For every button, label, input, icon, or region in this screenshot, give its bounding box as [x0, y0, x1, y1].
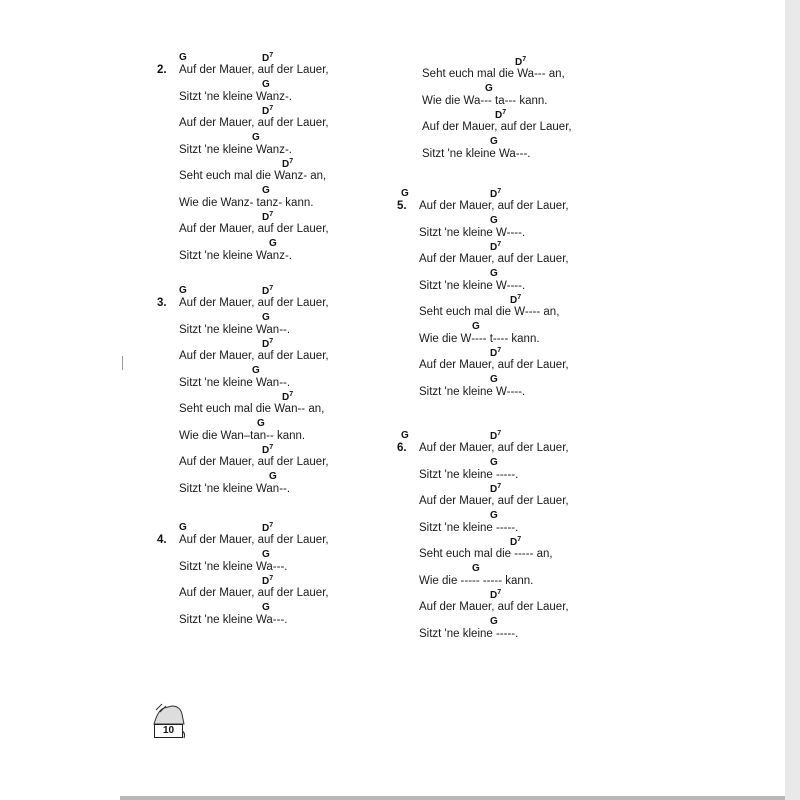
lyric-text: Auf der Mauer, auf der Lauer,	[179, 297, 329, 309]
chord-d7	[282, 158, 293, 170]
lyric-text: Sitzt 'ne kleine Wanz-.	[179, 90, 292, 103]
chord-g	[490, 457, 498, 468]
chord-extension: 7	[269, 444, 274, 451]
chord-g	[472, 563, 480, 574]
chord-name: G	[490, 373, 498, 385]
chord-d7	[490, 241, 501, 253]
chord-name: D	[262, 286, 270, 297]
chord-name: G	[490, 214, 498, 226]
lyric-text: Sitzt 'ne kleine W----.	[419, 279, 526, 292]
lyric-text: Sitzt 'ne kleine -----.	[419, 627, 519, 640]
chord-name: G	[490, 456, 498, 468]
chord-g	[490, 510, 498, 521]
chord-d7	[515, 56, 526, 68]
lyric-text: Auf der Mauer, auf der Lauer,	[179, 223, 329, 235]
chord-extension: 7	[517, 536, 522, 543]
chord-name: G	[490, 135, 498, 147]
chord-g	[262, 549, 270, 560]
lyric-text: Auf der Mauer, auf der Lauer,	[419, 601, 569, 613]
chord-name: D	[510, 295, 518, 306]
lyric-text: Sitzt 'ne kleine Wanz-.	[179, 249, 292, 262]
chord-name: G	[490, 267, 498, 279]
verse-number: 3.	[157, 297, 167, 309]
chord-extension: 7	[289, 391, 294, 398]
chord-extension: 7	[517, 294, 522, 301]
chord-name: D	[262, 576, 270, 587]
chord-extension: 7	[497, 589, 502, 596]
chord-name: D	[495, 110, 503, 121]
chord-g	[401, 188, 409, 199]
lyric-text: Auf der Mauer, auf der Lauer,	[419, 359, 569, 371]
lyric-text: Wie die Wa--- ta--- kann.	[422, 94, 548, 107]
lyric-text: Auf der Mauer, auf der Lauer,	[179, 64, 329, 76]
lyric-text: Wie die Wanz- tanz- kann.	[179, 196, 314, 209]
lyric-text: Sitzt 'ne kleine Wan--.	[179, 376, 291, 389]
chord-g	[179, 522, 187, 533]
chord-extension: 7	[269, 338, 274, 345]
lyric-text: Sitzt 'ne kleine Wan--.	[179, 482, 291, 495]
chord-name: G	[472, 320, 480, 332]
chord-name: G	[179, 285, 187, 296]
chord-name: G	[269, 237, 277, 249]
chord-d7	[262, 105, 273, 117]
chord-d7	[282, 391, 293, 403]
lyric-text: Wie die Wan–tan-- kann.	[179, 429, 306, 442]
chord-name: G	[485, 82, 493, 94]
chord-name: D	[490, 431, 498, 442]
page-number-badge	[150, 700, 190, 740]
lyric-text: Seht euch mal die Wan-- an,	[179, 403, 325, 415]
chord-d7	[495, 109, 506, 121]
chord-g	[252, 365, 260, 376]
lyric-text: Wie die W---- t---- kann.	[419, 332, 540, 345]
lyric-text: Sitzt 'ne kleine -----.	[419, 521, 519, 534]
chord-g	[179, 285, 187, 296]
chord-extension: 7	[522, 56, 527, 63]
chord-d7	[262, 52, 273, 64]
lyric-text: Seht euch mal die ----- an,	[419, 548, 553, 560]
chord-extension: 7	[269, 105, 274, 112]
chord-name: G	[401, 188, 409, 199]
lyric-text: Seht euch mal die W---- an,	[419, 306, 560, 318]
chord-name: D	[490, 348, 498, 359]
chord-name: G	[252, 364, 260, 376]
chord-name: D	[262, 339, 270, 350]
page-edge	[120, 796, 785, 800]
lyric-text: Sitzt 'ne kleine Wa---.	[179, 613, 288, 626]
lyric-text: Auf der Mauer, auf der Lauer,	[179, 117, 329, 129]
chord-g	[252, 132, 260, 143]
verse-number: 4.	[157, 534, 167, 546]
chord-name: D	[262, 53, 270, 64]
chord-name: G	[257, 417, 265, 429]
chord-name: D	[282, 159, 290, 170]
lyric-text: Sitzt 'ne kleine W----.	[419, 226, 526, 239]
chord-d7	[262, 211, 273, 223]
chord-extension: 7	[269, 575, 274, 582]
chord-g	[401, 430, 409, 441]
page-number: 10	[154, 724, 183, 738]
lyric-text: Wie die ----- ----- kann.	[419, 574, 534, 587]
chord-d7	[510, 294, 521, 306]
chord-name: D	[515, 57, 523, 68]
chord-name: D	[490, 242, 498, 253]
chord-name: D	[262, 445, 270, 456]
lyric-text: Sitzt 'ne kleine Wa---.	[179, 560, 288, 573]
chord-g	[269, 238, 277, 249]
lyric-text: Sitzt 'ne kleine W----.	[419, 385, 526, 398]
chord-name: G	[262, 601, 270, 613]
chord-name: D	[262, 106, 270, 117]
chord-g	[269, 471, 277, 482]
verse-number: 6.	[397, 442, 407, 454]
lyric-text: Auf der Mauer, auf der Lauer,	[179, 534, 329, 546]
chord-g	[485, 83, 493, 94]
chord-name: G	[252, 131, 260, 143]
chord-name: G	[262, 311, 270, 323]
chord-g	[490, 268, 498, 279]
chord-extension: 7	[269, 52, 274, 59]
chord-g	[179, 52, 187, 63]
lyric-text: Seht euch mal die Wa--- an,	[422, 68, 565, 80]
chord-d7	[262, 444, 273, 456]
lyric-text: Sitzt 'ne kleine Wanz-.	[179, 143, 292, 156]
lyric-text: Sitzt 'ne kleine Wa---.	[422, 147, 531, 160]
chord-g	[490, 616, 498, 627]
lyric-text: Sitzt 'ne kleine -----.	[419, 468, 519, 481]
chord-g	[490, 136, 498, 147]
lyric-text: Auf der Mauer, auf der Lauer,	[419, 200, 569, 212]
lyric-text: Auf der Mauer, auf der Lauer,	[179, 456, 329, 468]
chord-d7	[490, 188, 501, 200]
chord-name: D	[490, 484, 498, 495]
chord-name: G	[490, 615, 498, 627]
chord-g	[490, 215, 498, 226]
chord-extension: 7	[502, 109, 507, 116]
chord-extension: 7	[497, 483, 502, 490]
chord-name: G	[262, 548, 270, 560]
lyric-text: Auf der Mauer, auf der Lauer,	[419, 495, 569, 507]
chord-name: D	[262, 212, 270, 223]
scan-mark	[122, 356, 123, 370]
chord-name: G	[179, 522, 187, 533]
chord-d7	[490, 483, 501, 495]
chord-name: G	[490, 509, 498, 521]
chord-g	[257, 418, 265, 429]
chord-extension: 7	[497, 188, 502, 195]
chord-g	[472, 321, 480, 332]
chord-d7	[262, 285, 273, 297]
chord-name: D	[490, 590, 498, 601]
chord-name: G	[269, 470, 277, 482]
lyric-text: Sitzt 'ne kleine Wan--.	[179, 323, 291, 336]
chord-d7	[262, 522, 273, 534]
chord-extension: 7	[497, 347, 502, 354]
chord-extension: 7	[497, 241, 502, 248]
chord-name: D	[282, 392, 290, 403]
chord-name: D	[490, 189, 498, 200]
verse-number: 5.	[397, 200, 407, 212]
chord-name: D	[510, 537, 518, 548]
chord-name: G	[401, 430, 409, 441]
chord-extension: 7	[269, 211, 274, 218]
verse-number: 2.	[157, 64, 167, 76]
lyric-text: Auf der Mauer, auf der Lauer,	[419, 442, 569, 454]
lyric-text: Auf der Mauer, auf der Lauer,	[179, 587, 329, 599]
chord-d7	[262, 338, 273, 350]
chord-extension: 7	[269, 285, 274, 292]
chord-d7	[490, 589, 501, 601]
chord-name: G	[262, 184, 270, 196]
lyric-text: Auf der Mauer, auf der Lauer,	[422, 121, 572, 133]
chord-d7	[490, 347, 501, 359]
chord-name: G	[472, 562, 480, 574]
chord-g	[262, 602, 270, 613]
lyric-text: Seht euch mal die Wanz- an,	[179, 170, 327, 182]
chord-d7	[490, 430, 501, 442]
chord-d7	[510, 536, 521, 548]
chord-g	[262, 312, 270, 323]
chord-extension: 7	[269, 522, 274, 529]
chord-g	[262, 79, 270, 90]
chord-d7	[262, 575, 273, 587]
chord-name: D	[262, 523, 270, 534]
chord-name: G	[179, 52, 187, 63]
chord-name: G	[262, 78, 270, 90]
lyric-text: Auf der Mauer, auf der Lauer,	[419, 253, 569, 265]
chord-g	[490, 374, 498, 385]
chord-g	[262, 185, 270, 196]
lyric-text: Auf der Mauer, auf der Lauer,	[179, 350, 329, 362]
chord-extension: 7	[497, 430, 502, 437]
chord-extension: 7	[289, 158, 294, 165]
